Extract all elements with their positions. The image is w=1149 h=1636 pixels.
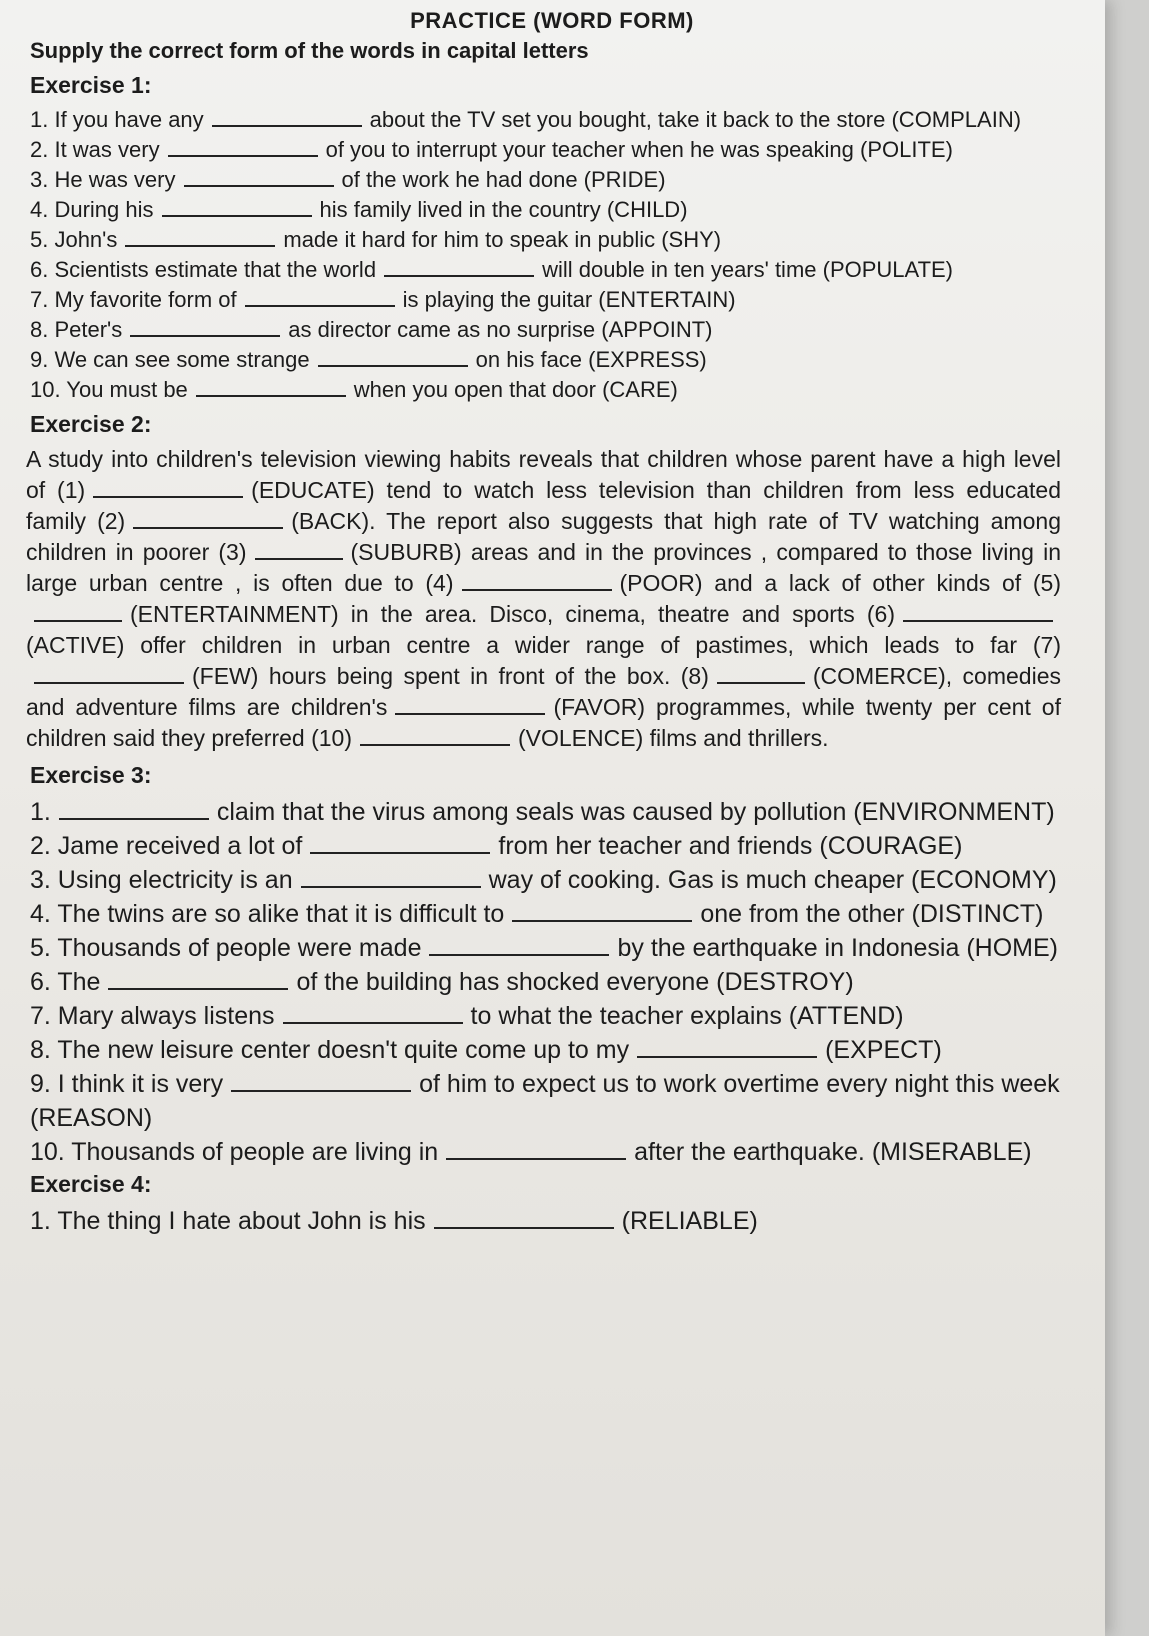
exercise-1-item (30, 105, 1082, 135)
item-text-after: as director came as no surprise (APPOINT) (288, 317, 713, 342)
exercise-3-item (30, 931, 1082, 965)
item-text-after: of him to expect us to work overtime every night this week (REASON) (30, 1070, 1060, 1132)
exercise-3-item (30, 795, 1082, 829)
exercise-4-item (30, 1204, 1082, 1238)
item-text-before: 1. If you have any (30, 107, 204, 132)
passage-text: (EDUCATE) tend to watch less television than children from less educated family (2) (26, 477, 1061, 534)
item-text-after: will double in ten years' time (POPULATE) (542, 257, 954, 282)
exercise-1-item (30, 285, 1082, 315)
answer-blank-2[interactable] (133, 509, 283, 529)
answer-blank[interactable] (125, 227, 275, 247)
item-text-before: 7. Mary always listens (30, 1002, 275, 1030)
item-text-before: 1. (30, 798, 51, 826)
item-text-before: 3. He was very (30, 167, 176, 192)
answer-blank[interactable] (301, 868, 481, 888)
answer-blank[interactable] (130, 317, 280, 337)
exercise-3-item (30, 829, 1082, 863)
exercise-3-list (22, 795, 1082, 1169)
exercise-1-heading: Exercise 1: (30, 72, 152, 98)
item-text-before: 6. Scientists estimate that the world (30, 257, 377, 282)
answer-blank-10[interactable] (360, 726, 510, 746)
answer-blank-4[interactable] (462, 571, 612, 591)
answer-blank[interactable] (429, 936, 609, 956)
item-text-before: 5. Thousands of people were made (30, 934, 422, 962)
answer-blank[interactable] (283, 1004, 463, 1024)
item-text-before: 10. You must be (30, 377, 188, 402)
passage-text: (POOR) and a lack of other kinds of (5) (619, 570, 1061, 596)
passage-text: (BACK). The report also suggests that high rate of TV watching among children in poorer (3) (26, 508, 1061, 565)
passage-text: A study into children's television viewing habits reveals that children whose parent have a high level of (1) (26, 446, 1061, 503)
exercise-1-list (22, 105, 1082, 405)
exercise-4-heading: Exercise 4: (30, 1171, 152, 1197)
answer-blank-6[interactable] (903, 602, 1053, 622)
item-text-after: is playing the guitar (ENTERTAIN) (402, 287, 736, 312)
page-title: PRACTICE (WORD FORM) (410, 8, 694, 33)
item-text-before: 2. It was very (30, 137, 160, 162)
item-text-after: from her teacher and friends (COURAGE) (498, 832, 963, 860)
answer-blank-3[interactable] (255, 540, 343, 560)
answer-blank-8[interactable] (717, 664, 805, 684)
worksheet-content (22, 8, 1082, 1238)
item-text-after: of the building has shocked everyone (DESTROY) (296, 968, 854, 996)
exercise-1-item (30, 255, 1082, 285)
item-text-before: 1. The thing I hate about John is his (30, 1207, 426, 1235)
answer-blank[interactable] (434, 1209, 614, 1229)
item-text-before: 8. The new leisure center doesn't quite come up to my (30, 1036, 630, 1064)
item-text-before: 9. I think it is very (30, 1070, 224, 1098)
item-text-before: 2. Jame received a lot of (30, 832, 303, 860)
exercise-3-heading: Exercise 3: (30, 762, 152, 788)
passage-text: (FEW) hours being spent in front of the box. (8) (192, 663, 709, 689)
item-text-after: claim that the virus among seals was caused by pollution (ENVIRONMENT) (216, 798, 1055, 826)
answer-blank-7[interactable] (34, 664, 184, 684)
exercise-1-item (30, 315, 1082, 345)
answer-blank[interactable] (446, 1140, 626, 1160)
exercise-2-passage (26, 444, 1061, 754)
exercise-1-item (30, 195, 1082, 225)
item-text-before: 8. Peter's (30, 317, 123, 342)
answer-blank-1[interactable] (93, 478, 243, 498)
answer-blank[interactable] (59, 800, 209, 820)
exercise-1-item (30, 225, 1082, 255)
item-text-before: 9. We can see some strange (30, 347, 310, 372)
item-text-after: about the TV set you bought, take it back to the store (COMPLAIN) (369, 107, 1022, 132)
item-text-before: 3. Using electricity is an (30, 866, 293, 894)
answer-blank[interactable] (245, 287, 395, 307)
answer-blank[interactable] (108, 970, 288, 990)
passage-text: (ENTERTAINMENT) in the area. Disco, cinema, theatre and sports (6) (130, 601, 895, 627)
exercise-1-item (30, 135, 1082, 165)
exercise-2-heading: Exercise 2: (30, 411, 152, 437)
item-text-before: 4. During his (30, 197, 154, 222)
answer-blank[interactable] (310, 834, 490, 854)
instructions: Supply the correct form of the words in capital letters (30, 38, 589, 63)
item-text-after: on his face (EXPRESS) (475, 347, 707, 372)
item-text-after: when you open that door (CARE) (353, 377, 678, 402)
item-text-after: of you to interrupt your teacher when he was speaking (POLITE) (325, 137, 953, 162)
exercise-3-item (30, 999, 1082, 1033)
answer-blank[interactable] (168, 137, 318, 157)
exercise-3-item (30, 1033, 1082, 1067)
item-text-before: 7. My favorite form of (30, 287, 237, 312)
exercise-3-item (30, 897, 1082, 931)
exercise-3-item (30, 965, 1082, 999)
answer-blank[interactable] (512, 902, 692, 922)
answer-blank[interactable] (318, 347, 468, 367)
item-text-after: (EXPECT) (825, 1036, 942, 1064)
exercise-1-item (30, 345, 1082, 375)
item-text-after: one from the other (DISTINCT) (700, 900, 1044, 928)
answer-blank[interactable] (184, 167, 334, 187)
answer-blank[interactable] (212, 107, 362, 127)
passage-text: (SUBURB) areas and in the provinces , compared to those living in large urban centre , is often due to (4) (26, 539, 1061, 596)
passage-text: (COMERCE), comedies and adventure films are children's (26, 663, 1061, 720)
passage-text: (VOLENCE) films and thrillers. (518, 725, 829, 751)
item-text-after: (RELIABLE) (621, 1207, 758, 1235)
item-text-after: way of cooking. Gas is much cheaper (ECONOMY) (488, 866, 1057, 894)
exercise-1-item (30, 165, 1082, 195)
item-text-before: 5. John's (30, 227, 118, 252)
exercise-3-item (30, 1135, 1082, 1169)
item-text-after: after the earthquake. (MISERABLE) (634, 1138, 1032, 1166)
answer-blank-9[interactable] (395, 695, 545, 715)
answer-blank[interactable] (196, 377, 346, 397)
exercise-3-item (30, 863, 1082, 897)
item-text-after: made it hard for him to speak in public (SHY) (283, 227, 722, 252)
item-text-after: by the earthquake in Indonesia (HOME) (617, 934, 1058, 962)
answer-blank[interactable] (231, 1072, 411, 1092)
item-text-before: 6. The (30, 968, 101, 996)
item-text-before: 10. Thousands of people are living in (30, 1138, 439, 1166)
passage-text: (FAVOR) programmes, while twenty per cent of children said they preferred (10) (26, 694, 1061, 751)
exercise-3-item (30, 1067, 1082, 1135)
exercise-1-item (30, 375, 1082, 405)
answer-blank[interactable] (384, 257, 534, 277)
item-text-after: of the work he had done (PRIDE) (341, 167, 666, 192)
item-text-after: to what the teacher explains (ATTEND) (470, 1002, 904, 1030)
item-text-before: 4. The twins are so alike that it is difficult to (30, 900, 505, 928)
exercise-4-list (22, 1204, 1082, 1238)
passage-text: (ACTIVE) offer children in urban centre a wider range of pastimes, which leads to far (7) (26, 632, 1061, 658)
answer-blank[interactable] (162, 197, 312, 217)
item-text-after: his family lived in the country (CHILD) (319, 197, 688, 222)
answer-blank[interactable] (637, 1038, 817, 1058)
answer-blank-5[interactable] (34, 602, 122, 622)
